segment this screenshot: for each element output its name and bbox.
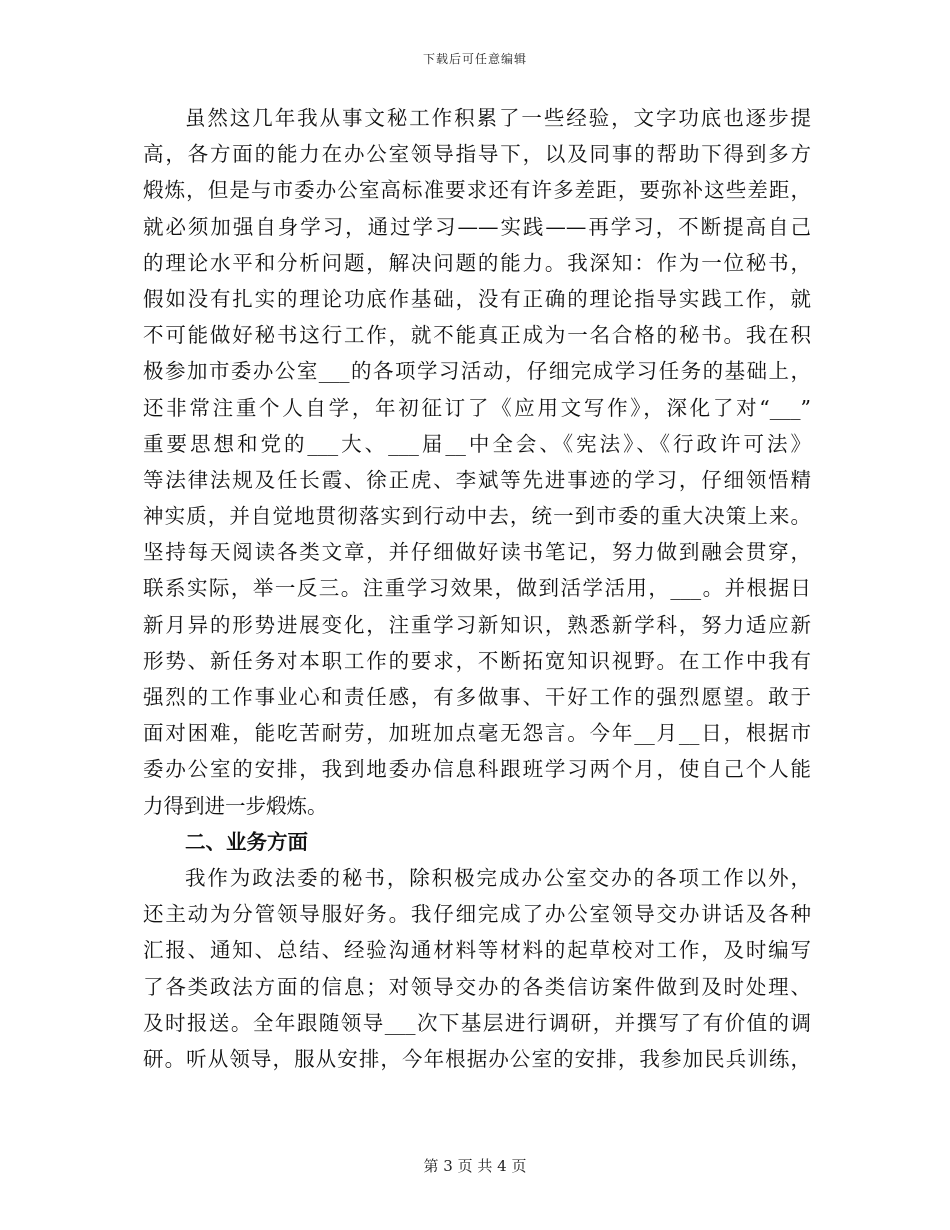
paragraph-line: 面对困难，能吃苦耐劳，加班加点毫无怨言。今年__月__日，根据市 <box>143 721 811 746</box>
paragraph-line: 极参加市委办公室___的各项学习活动，仔细完成学习任务的基础上， <box>143 359 811 384</box>
paragraph-line: 了各类政法方面的信息；对领导交办的各类信访案件做到及时处理、 <box>143 974 811 999</box>
paragraph-line: 等法律法规及任长霞、徐正虎、李斌等先进事迹的学习，仔细领悟精 <box>143 467 811 492</box>
paragraph-line: 形势、新任务对本职工作的要求，不断拓宽知识视野。在工作中我有 <box>143 648 811 673</box>
paragraph-line: 我作为政法委的秘书，除积极完成办公室交办的各项工作以外， <box>185 865 811 890</box>
paragraph-line: 坚持每天阅读各类文章，并仔细做好读书笔记，努力做到融会贯穿， <box>143 540 811 565</box>
paragraph-line: 高，各方面的能力在办公室领导指导下，以及同事的帮助下得到多方 <box>143 142 811 167</box>
paragraph-line: 委办公室的安排，我到地委办信息科跟班学习两个月，使自己个人能 <box>143 757 811 782</box>
section-heading: 二、业务方面 <box>185 829 308 854</box>
paragraph-line: 重要思想和党的___大、___届__中全会、《宪法》、《行政许可法》 <box>143 431 811 456</box>
paragraph-line: 还非常注重个人自学，年初征订了《应用文写作》，深化了对“___” <box>143 395 811 420</box>
paragraph-line: 力得到进一步煅炼。 <box>143 793 328 818</box>
paragraph-line: 神实质，并自觉地贯彻落实到行动中去，统一到市委的重大决策上来。 <box>143 504 811 529</box>
paragraph-line: 联系实际，举一反三。注重学习效果，做到活学活用，___。并根据日 <box>143 576 811 601</box>
page-header: 下载后可任意编辑 <box>422 52 527 66</box>
paragraph-line: 新月异的形势进展变化，注重学习新知识，熟悉新学科，努力适应新 <box>143 612 811 637</box>
paragraph-line: 还主动为分管领导服好务。我仔细完成了办公室领导交办讲话及各种 <box>143 902 811 927</box>
document-body <box>143 100 811 1077</box>
paragraph-line: 汇报、通知、总结、经验沟通材料等材料的起草校对工作，及时编写 <box>143 938 811 963</box>
paragraph-line: 的理论水平和分析问题，解决问题的能力。我深知：作为一位秘书， <box>143 250 811 275</box>
paragraph-line: 及时报送。全年跟随领导___次下基层进行调研，并撰写了有价值的调 <box>143 1010 811 1035</box>
page-footer: 第 3 页 共 4 页 <box>423 1157 527 1175</box>
paragraph-line: 就必须加强自身学习，通过学习——实践——再学习，不断提高自己 <box>143 214 811 239</box>
paragraph-line: 假如没有扎实的理论功底作基础，没有正确的理论指导实践工作，就 <box>143 286 811 311</box>
paragraph-line: 煅炼，但是与市委办公室高标准要求还有许多差距，要弥补这些差距， <box>143 178 811 203</box>
paragraph-line: 强烈的工作事业心和责任感，有多做事、干好工作的强烈愿望。敢于 <box>143 685 811 709</box>
paragraph-line: 虽然这几年我从事文秘工作积累了一些经验，文字功底也逐步提 <box>185 106 811 130</box>
paragraph-line: 研。听从领导，服从安排，今年根据办公室的安排，我参加民兵训练， <box>143 1046 811 1071</box>
paragraph-line: 不可能做好秘书这行工作，就不能真正成为一名合格的秘书。我在积 <box>143 323 811 348</box>
